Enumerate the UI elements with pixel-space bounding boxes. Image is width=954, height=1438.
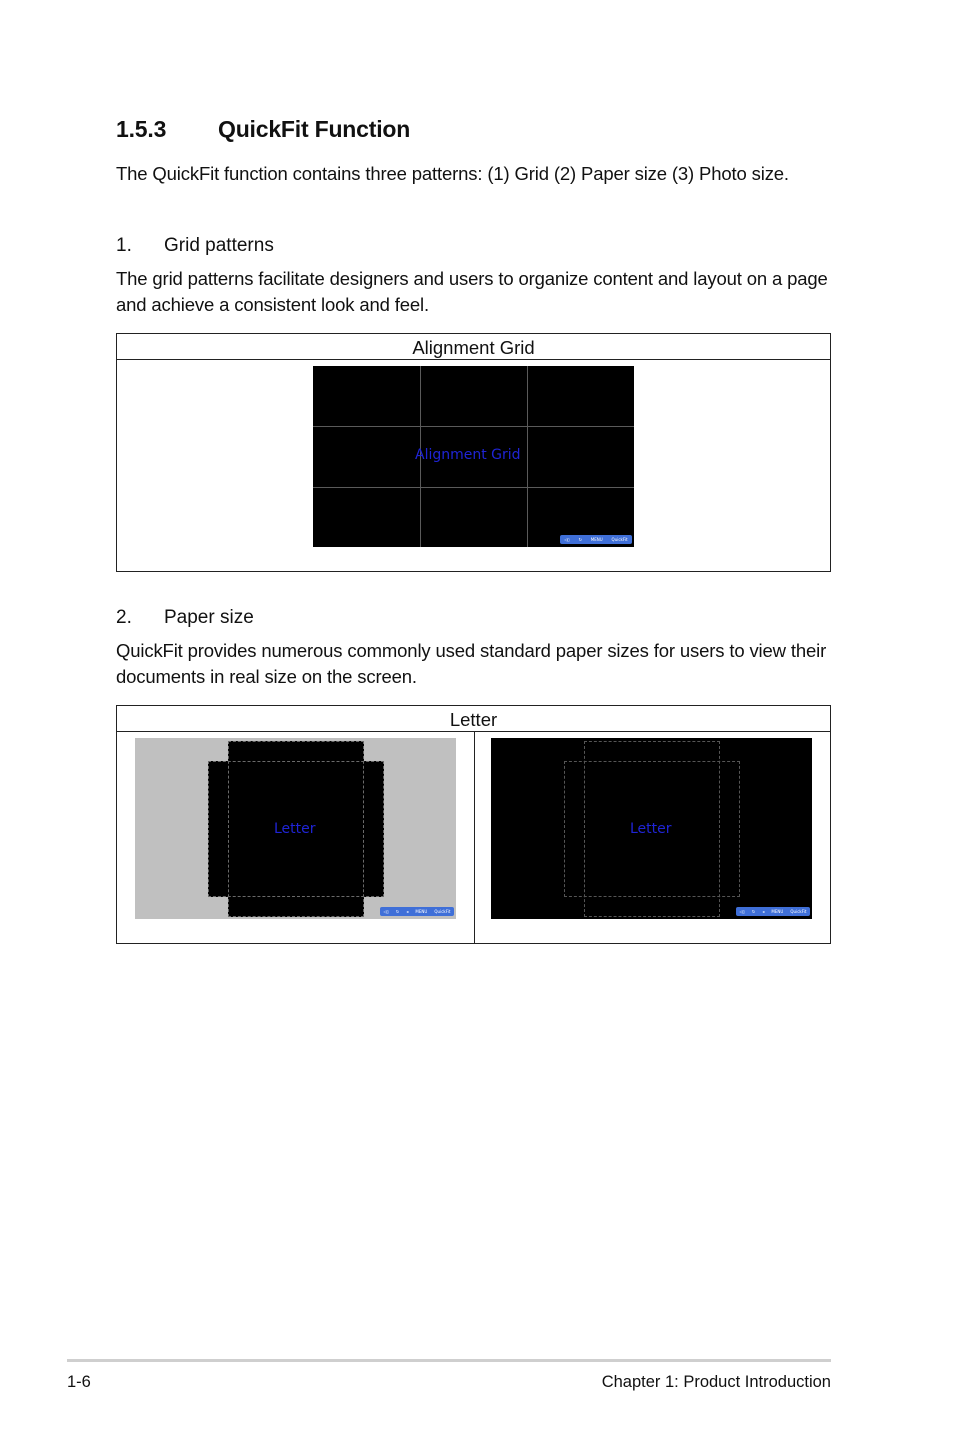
page-number: 1-6 [67, 1373, 91, 1391]
item-heading-grid [116, 235, 274, 257]
osd-quickfit-label: QuickFit [790, 909, 807, 914]
item-number: 1. [116, 235, 132, 256]
osd-menu-label: MENU [415, 909, 428, 914]
screen-label: Letter [630, 821, 672, 837]
osd-bar [560, 535, 632, 544]
rotate-icon: ↻ [578, 537, 582, 542]
chapter-title: Chapter 1: Product Introduction [601, 1373, 831, 1391]
paper-description: QuickFit provides numerous commonly used standard paper sizes for users to view their documents in real size on the screen. [116, 640, 827, 687]
grid-line [313, 426, 634, 427]
figure-caption: Letter [117, 706, 830, 732]
letter-figure [116, 705, 831, 944]
rotate-icon: ↻ [395, 909, 400, 914]
osd-quickfit-label: QuickFit [611, 537, 628, 542]
grid-line [527, 366, 528, 547]
footer-rule [67, 1359, 831, 1362]
osd-bar [380, 907, 454, 916]
osd-menu-label: MENU [771, 909, 784, 914]
screen-label: Letter [274, 821, 316, 837]
osd-quickfit-label: QuickFit [434, 909, 451, 914]
left-arrow-icon: ◂ [406, 909, 409, 914]
osd-bar [736, 907, 810, 916]
grid-description: The grid patterns facilitate designers and users to organize content and layout on a page and achieve a consistent look and feel. [116, 268, 828, 315]
section-intro: The QuickFit function contains three patterns: (1) Grid (2) Paper size (3) Photo size. [116, 163, 789, 184]
volume-icon: ◁▯ [383, 909, 389, 914]
section-number: 1.5.3 [116, 116, 167, 142]
volume-icon: ◁▯ [739, 909, 745, 914]
item-number: 2. [116, 607, 132, 628]
cell-divider [474, 732, 475, 943]
section-title: QuickFit Function [218, 116, 411, 142]
item-heading-paper [116, 607, 254, 629]
screen-label: Alignment Grid [415, 447, 521, 463]
left-arrow-icon: ◂ [762, 909, 765, 914]
rotate-icon: ↻ [751, 909, 756, 914]
figure-caption: Alignment Grid [117, 334, 830, 360]
alignment-grid-figure [116, 333, 831, 572]
letter-screen-gray [135, 738, 456, 919]
section-heading [116, 116, 410, 143]
grid-line [313, 487, 634, 488]
osd-menu-label: MENU [590, 537, 603, 542]
item-title: Paper size [164, 607, 254, 628]
alignment-grid-screen [313, 366, 634, 547]
volume-icon: ◁▯ [564, 537, 570, 542]
letter-screen-black [491, 738, 812, 919]
item-title: Grid patterns [164, 235, 274, 256]
